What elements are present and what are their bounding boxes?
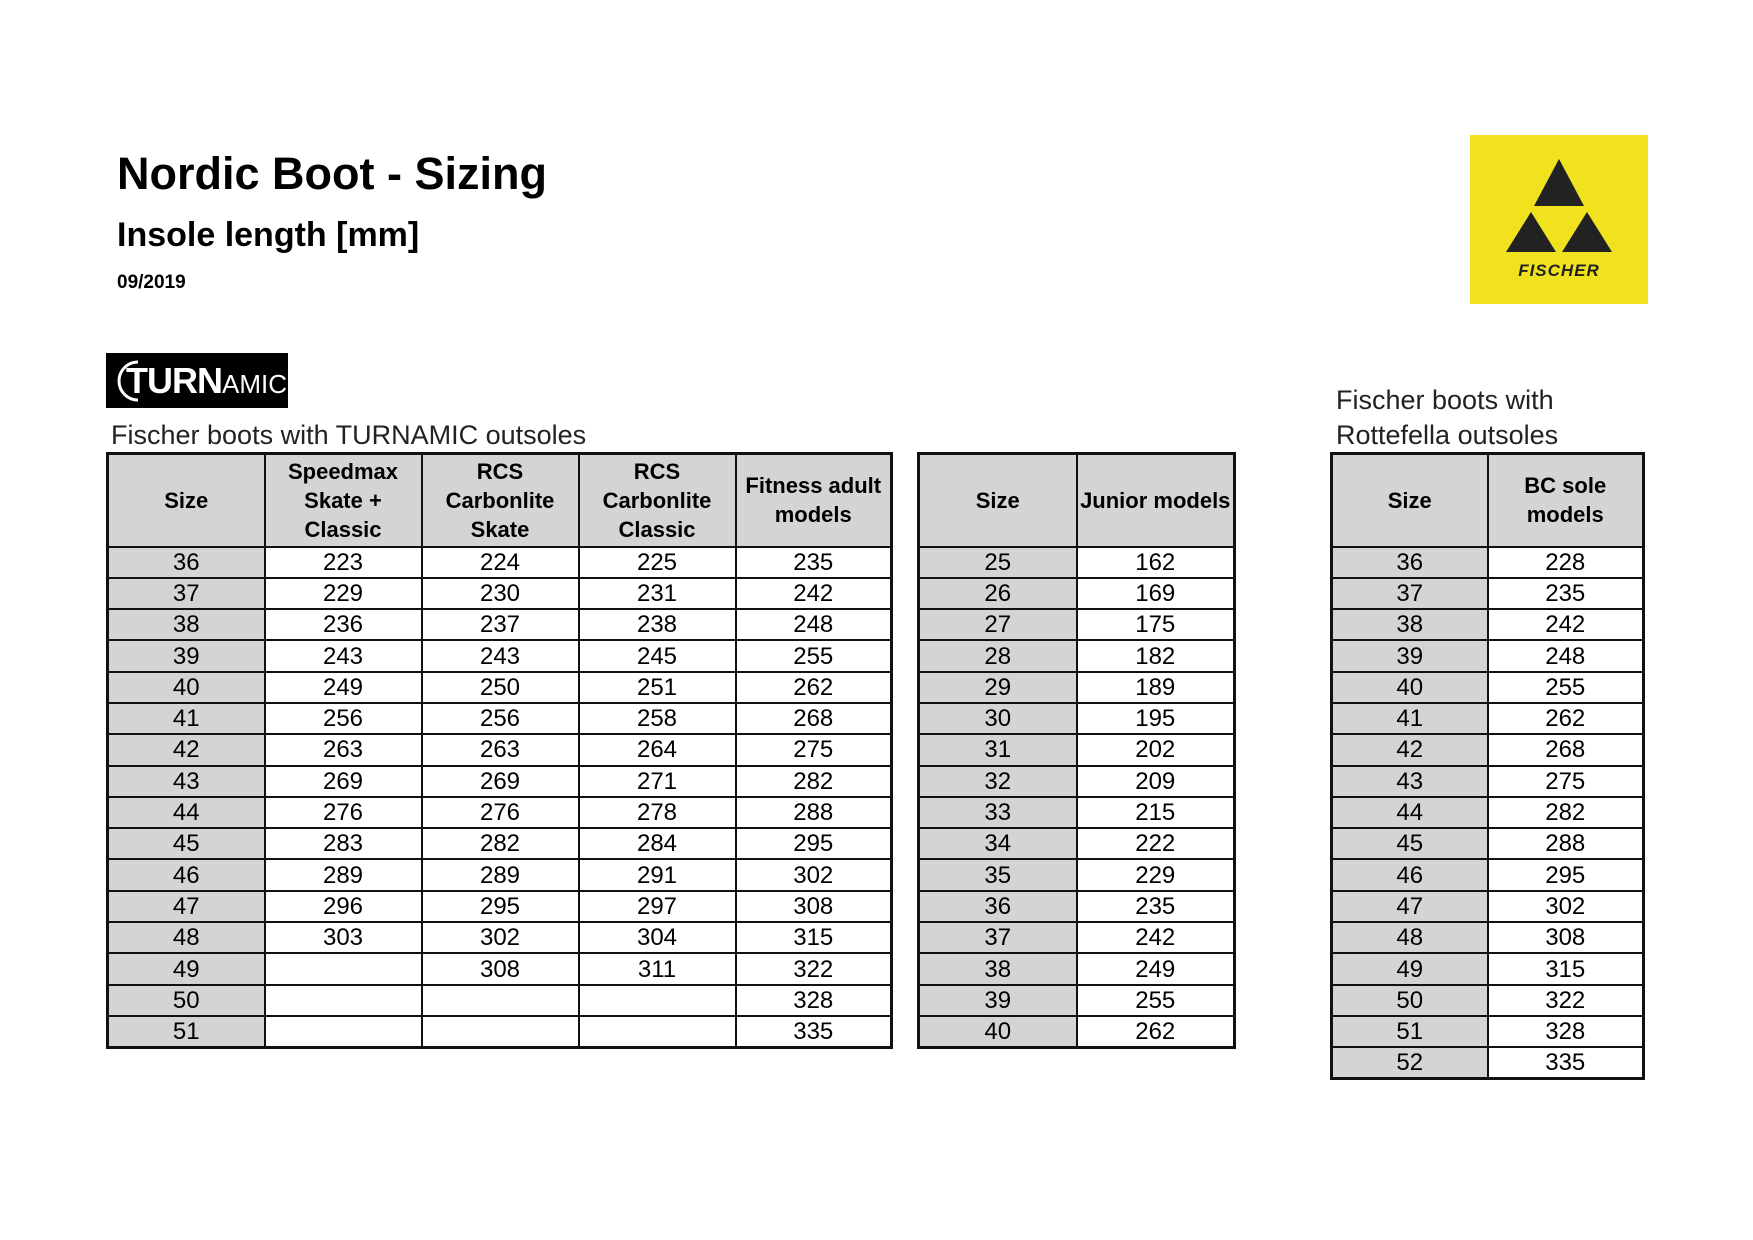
insole-length-cell: 162 <box>1077 547 1235 578</box>
size-cell: 34 <box>919 828 1077 859</box>
insole-length-cell: 182 <box>1077 640 1235 671</box>
insole-length-cell: 284 <box>579 828 736 859</box>
insole-length-cell: 250 <box>422 672 579 703</box>
size-cell: 33 <box>919 797 1077 828</box>
insole-length-cell: 302 <box>1488 891 1644 922</box>
table-row <box>1332 766 1644 797</box>
size-cell: 46 <box>1332 859 1488 890</box>
size-cell: 31 <box>919 734 1077 765</box>
insole-length-cell: 255 <box>736 640 892 671</box>
insole-length-cell: 242 <box>1077 922 1235 953</box>
insole-length-cell: 328 <box>1488 1016 1644 1047</box>
table-row <box>919 985 1235 1016</box>
table-row <box>108 922 892 953</box>
insole-length-cell: 249 <box>265 672 422 703</box>
insole-length-cell: 308 <box>736 891 892 922</box>
insole-length-cell: 169 <box>1077 578 1235 609</box>
size-cell: 45 <box>1332 828 1488 859</box>
size-cell: 39 <box>919 985 1077 1016</box>
table-row <box>1332 734 1644 765</box>
insole-length-cell: 289 <box>265 859 422 890</box>
insole-length-cell: 251 <box>579 672 736 703</box>
insole-length-cell: 275 <box>736 734 892 765</box>
insole-length-cell: 308 <box>422 953 579 984</box>
table-row <box>1332 797 1644 828</box>
table-row <box>919 547 1235 578</box>
insole-length-cell: 255 <box>1077 985 1235 1016</box>
size-cell: 39 <box>108 640 265 671</box>
table-row <box>108 859 892 890</box>
table-row <box>919 703 1235 734</box>
insole-length-cell: 225 <box>579 547 736 578</box>
insole-length-cell: 229 <box>265 578 422 609</box>
fischer-wordmark: FISCHER <box>1518 261 1600 280</box>
table-row <box>919 828 1235 859</box>
insole-length-cell: 243 <box>422 640 579 671</box>
table-row <box>108 1016 892 1047</box>
table-row <box>1332 859 1644 890</box>
insole-length-cell: 282 <box>1488 797 1644 828</box>
size-cell: 49 <box>108 953 265 984</box>
column-header: BC sole models <box>1488 454 1644 547</box>
size-cell: 36 <box>108 547 265 578</box>
size-cell: 40 <box>1332 672 1488 703</box>
insole-length-cell: 295 <box>736 828 892 859</box>
size-cell: 38 <box>1332 609 1488 640</box>
table-row <box>1332 1047 1644 1078</box>
table-row <box>1332 609 1644 640</box>
insole-length-cell: 202 <box>1077 734 1235 765</box>
table-row <box>108 985 892 1016</box>
insole-length-cell: 288 <box>1488 828 1644 859</box>
junior-size-table <box>917 452 1236 1049</box>
size-cell: 37 <box>919 922 1077 953</box>
table-row <box>108 766 892 797</box>
insole-length-cell: 269 <box>265 766 422 797</box>
turnamic-table-caption: Fischer boots with TURNAMIC outsoles <box>111 420 587 450</box>
turnamic-logo-bold: TURN <box>126 360 222 401</box>
size-cell: 51 <box>1332 1016 1488 1047</box>
insole-length-cell <box>265 985 422 1016</box>
table-row <box>919 578 1235 609</box>
table-row <box>1332 828 1644 859</box>
column-header: Size <box>1332 454 1488 547</box>
insole-length-cell: 242 <box>1488 609 1644 640</box>
insole-length-cell: 262 <box>736 672 892 703</box>
insole-length-cell: 282 <box>422 828 579 859</box>
insole-length-cell: 262 <box>1077 1016 1235 1047</box>
insole-length-cell: 238 <box>579 609 736 640</box>
insole-length-cell: 322 <box>736 953 892 984</box>
size-cell: 29 <box>919 672 1077 703</box>
size-cell: 39 <box>1332 640 1488 671</box>
insole-length-cell: 209 <box>1077 766 1235 797</box>
insole-length-cell: 295 <box>422 891 579 922</box>
table-row <box>108 703 892 734</box>
insole-length-cell: 302 <box>736 859 892 890</box>
size-cell: 50 <box>1332 985 1488 1016</box>
fischer-triangles-icon <box>1470 135 1648 304</box>
insole-length-cell: 315 <box>736 922 892 953</box>
table-row <box>108 640 892 671</box>
insole-length-cell: 263 <box>265 734 422 765</box>
insole-length-cell: 245 <box>579 640 736 671</box>
table-row <box>1332 578 1644 609</box>
table-row <box>1332 891 1644 922</box>
table-row <box>919 922 1235 953</box>
insole-length-cell <box>422 985 579 1016</box>
size-cell: 41 <box>108 703 265 734</box>
insole-length-cell: 242 <box>736 578 892 609</box>
insole-length-cell <box>579 1016 736 1047</box>
table-row <box>108 734 892 765</box>
table-row <box>108 797 892 828</box>
insole-length-cell: 222 <box>1077 828 1235 859</box>
size-cell: 42 <box>108 734 265 765</box>
insole-length-cell: 256 <box>422 703 579 734</box>
insole-length-cell: 288 <box>736 797 892 828</box>
insole-length-cell: 248 <box>1488 640 1644 671</box>
size-cell: 40 <box>919 1016 1077 1047</box>
column-header: RCS Carbonlite Classic <box>579 454 736 547</box>
table-row <box>919 609 1235 640</box>
table-row <box>1332 1016 1644 1047</box>
table-row <box>1332 922 1644 953</box>
insole-length-cell: 262 <box>1488 703 1644 734</box>
table-row <box>108 609 892 640</box>
insole-length-cell: 248 <box>736 609 892 640</box>
size-cell: 48 <box>108 922 265 953</box>
insole-length-cell <box>422 1016 579 1047</box>
size-cell: 47 <box>1332 891 1488 922</box>
table-row <box>108 828 892 859</box>
insole-length-cell: 311 <box>579 953 736 984</box>
insole-length-cell: 304 <box>579 922 736 953</box>
insole-length-cell: 235 <box>736 547 892 578</box>
insole-length-cell: 268 <box>736 703 892 734</box>
rottefella-size-table <box>1330 452 1645 1080</box>
size-cell: 42 <box>1332 734 1488 765</box>
insole-length-cell: 291 <box>579 859 736 890</box>
rottefella-table-caption: Fischer boots with Rottefella outsoles <box>1336 385 1559 450</box>
size-cell: 25 <box>919 547 1077 578</box>
insole-length-cell <box>265 1016 422 1047</box>
table-row <box>1332 985 1644 1016</box>
turnamic-size-table <box>106 452 893 1049</box>
size-cell: 43 <box>108 766 265 797</box>
size-cell: 35 <box>919 859 1077 890</box>
insole-length-cell: 256 <box>265 703 422 734</box>
table-row <box>108 547 892 578</box>
insole-length-cell: 235 <box>1488 578 1644 609</box>
table-row <box>919 734 1235 765</box>
insole-length-cell: 195 <box>1077 703 1235 734</box>
insole-length-cell: 189 <box>1077 672 1235 703</box>
size-cell: 28 <box>919 640 1077 671</box>
insole-length-cell: 264 <box>579 734 736 765</box>
size-cell: 38 <box>919 953 1077 984</box>
size-cell: 52 <box>1332 1047 1488 1078</box>
insole-length-cell: 283 <box>265 828 422 859</box>
size-cell: 51 <box>108 1016 265 1047</box>
table-row <box>108 891 892 922</box>
insole-length-cell: 255 <box>1488 672 1644 703</box>
insole-length-cell: 295 <box>1488 859 1644 890</box>
insole-length-cell: 302 <box>422 922 579 953</box>
document-date: 09/2019 <box>117 272 186 293</box>
insole-length-cell: 215 <box>1077 797 1235 828</box>
table-row <box>1332 703 1644 734</box>
fischer-logo <box>1470 135 1648 304</box>
insole-length-cell: 289 <box>422 859 579 890</box>
turnamic-logo <box>106 353 288 408</box>
table-row <box>919 797 1235 828</box>
insole-length-cell: 236 <box>265 609 422 640</box>
column-header: Fitness adult models <box>736 454 892 547</box>
insole-length-cell: 296 <box>265 891 422 922</box>
size-cell: 32 <box>919 766 1077 797</box>
insole-length-cell: 282 <box>736 766 892 797</box>
column-header: Size <box>108 454 265 547</box>
size-cell: 44 <box>108 797 265 828</box>
insole-length-cell: 235 <box>1077 891 1235 922</box>
table-row <box>108 672 892 703</box>
table-row <box>1332 672 1644 703</box>
table-row <box>919 953 1235 984</box>
insole-length-cell: 223 <box>265 547 422 578</box>
size-cell: 46 <box>108 859 265 890</box>
column-header: RCS Carbonlite Skate <box>422 454 579 547</box>
size-cell: 41 <box>1332 703 1488 734</box>
size-cell: 49 <box>1332 953 1488 984</box>
insole-length-cell: 175 <box>1077 609 1235 640</box>
size-cell: 36 <box>1332 547 1488 578</box>
page-subtitle: Insole length [mm] <box>117 216 420 254</box>
turnamic-logo-light: AMIC <box>221 369 287 399</box>
table-row <box>108 953 892 984</box>
insole-length-cell: 297 <box>579 891 736 922</box>
insole-length-cell: 231 <box>579 578 736 609</box>
table-row <box>919 766 1235 797</box>
insole-length-cell: 269 <box>422 766 579 797</box>
insole-length-cell: 243 <box>265 640 422 671</box>
table-header-row <box>1332 454 1644 547</box>
size-cell: 26 <box>919 578 1077 609</box>
size-cell: 37 <box>108 578 265 609</box>
size-cell: 30 <box>919 703 1077 734</box>
table-row <box>919 672 1235 703</box>
insole-length-cell: 328 <box>736 985 892 1016</box>
page-title: Nordic Boot - Sizing <box>117 148 547 199</box>
column-header: Speedmax Skate + Classic <box>265 454 422 547</box>
insole-length-cell: 271 <box>579 766 736 797</box>
insole-length-cell: 263 <box>422 734 579 765</box>
column-header: Junior models <box>1077 454 1235 547</box>
insole-length-cell: 249 <box>1077 953 1235 984</box>
table-row <box>919 891 1235 922</box>
table-row <box>919 859 1235 890</box>
size-cell: 43 <box>1332 766 1488 797</box>
insole-length-cell: 275 <box>1488 766 1644 797</box>
insole-length-cell <box>265 953 422 984</box>
size-cell: 27 <box>919 609 1077 640</box>
size-cell: 47 <box>108 891 265 922</box>
table-header-row <box>108 454 892 547</box>
table-row <box>1332 640 1644 671</box>
insole-length-cell: 237 <box>422 609 579 640</box>
size-cell: 36 <box>919 891 1077 922</box>
table-row <box>919 640 1235 671</box>
insole-length-cell: 276 <box>265 797 422 828</box>
insole-length-cell: 308 <box>1488 922 1644 953</box>
column-header: Size <box>919 454 1077 547</box>
insole-length-cell: 268 <box>1488 734 1644 765</box>
insole-length-cell: 258 <box>579 703 736 734</box>
size-cell: 44 <box>1332 797 1488 828</box>
insole-length-cell: 315 <box>1488 953 1644 984</box>
size-cell: 38 <box>108 609 265 640</box>
insole-length-cell: 228 <box>1488 547 1644 578</box>
table-row <box>1332 547 1644 578</box>
table-row <box>919 1016 1235 1047</box>
insole-length-cell: 230 <box>422 578 579 609</box>
insole-length-cell: 335 <box>1488 1047 1644 1078</box>
table-row <box>1332 953 1644 984</box>
table-header-row <box>919 454 1235 547</box>
insole-length-cell: 303 <box>265 922 422 953</box>
size-cell: 48 <box>1332 922 1488 953</box>
size-cell: 45 <box>108 828 265 859</box>
insole-length-cell: 335 <box>736 1016 892 1047</box>
insole-length-cell: 278 <box>579 797 736 828</box>
size-cell: 50 <box>108 985 265 1016</box>
size-cell: 37 <box>1332 578 1488 609</box>
size-cell: 40 <box>108 672 265 703</box>
table-row <box>108 578 892 609</box>
insole-length-cell: 276 <box>422 797 579 828</box>
insole-length-cell: 322 <box>1488 985 1644 1016</box>
insole-length-cell: 229 <box>1077 859 1235 890</box>
insole-length-cell <box>579 985 736 1016</box>
insole-length-cell: 224 <box>422 547 579 578</box>
